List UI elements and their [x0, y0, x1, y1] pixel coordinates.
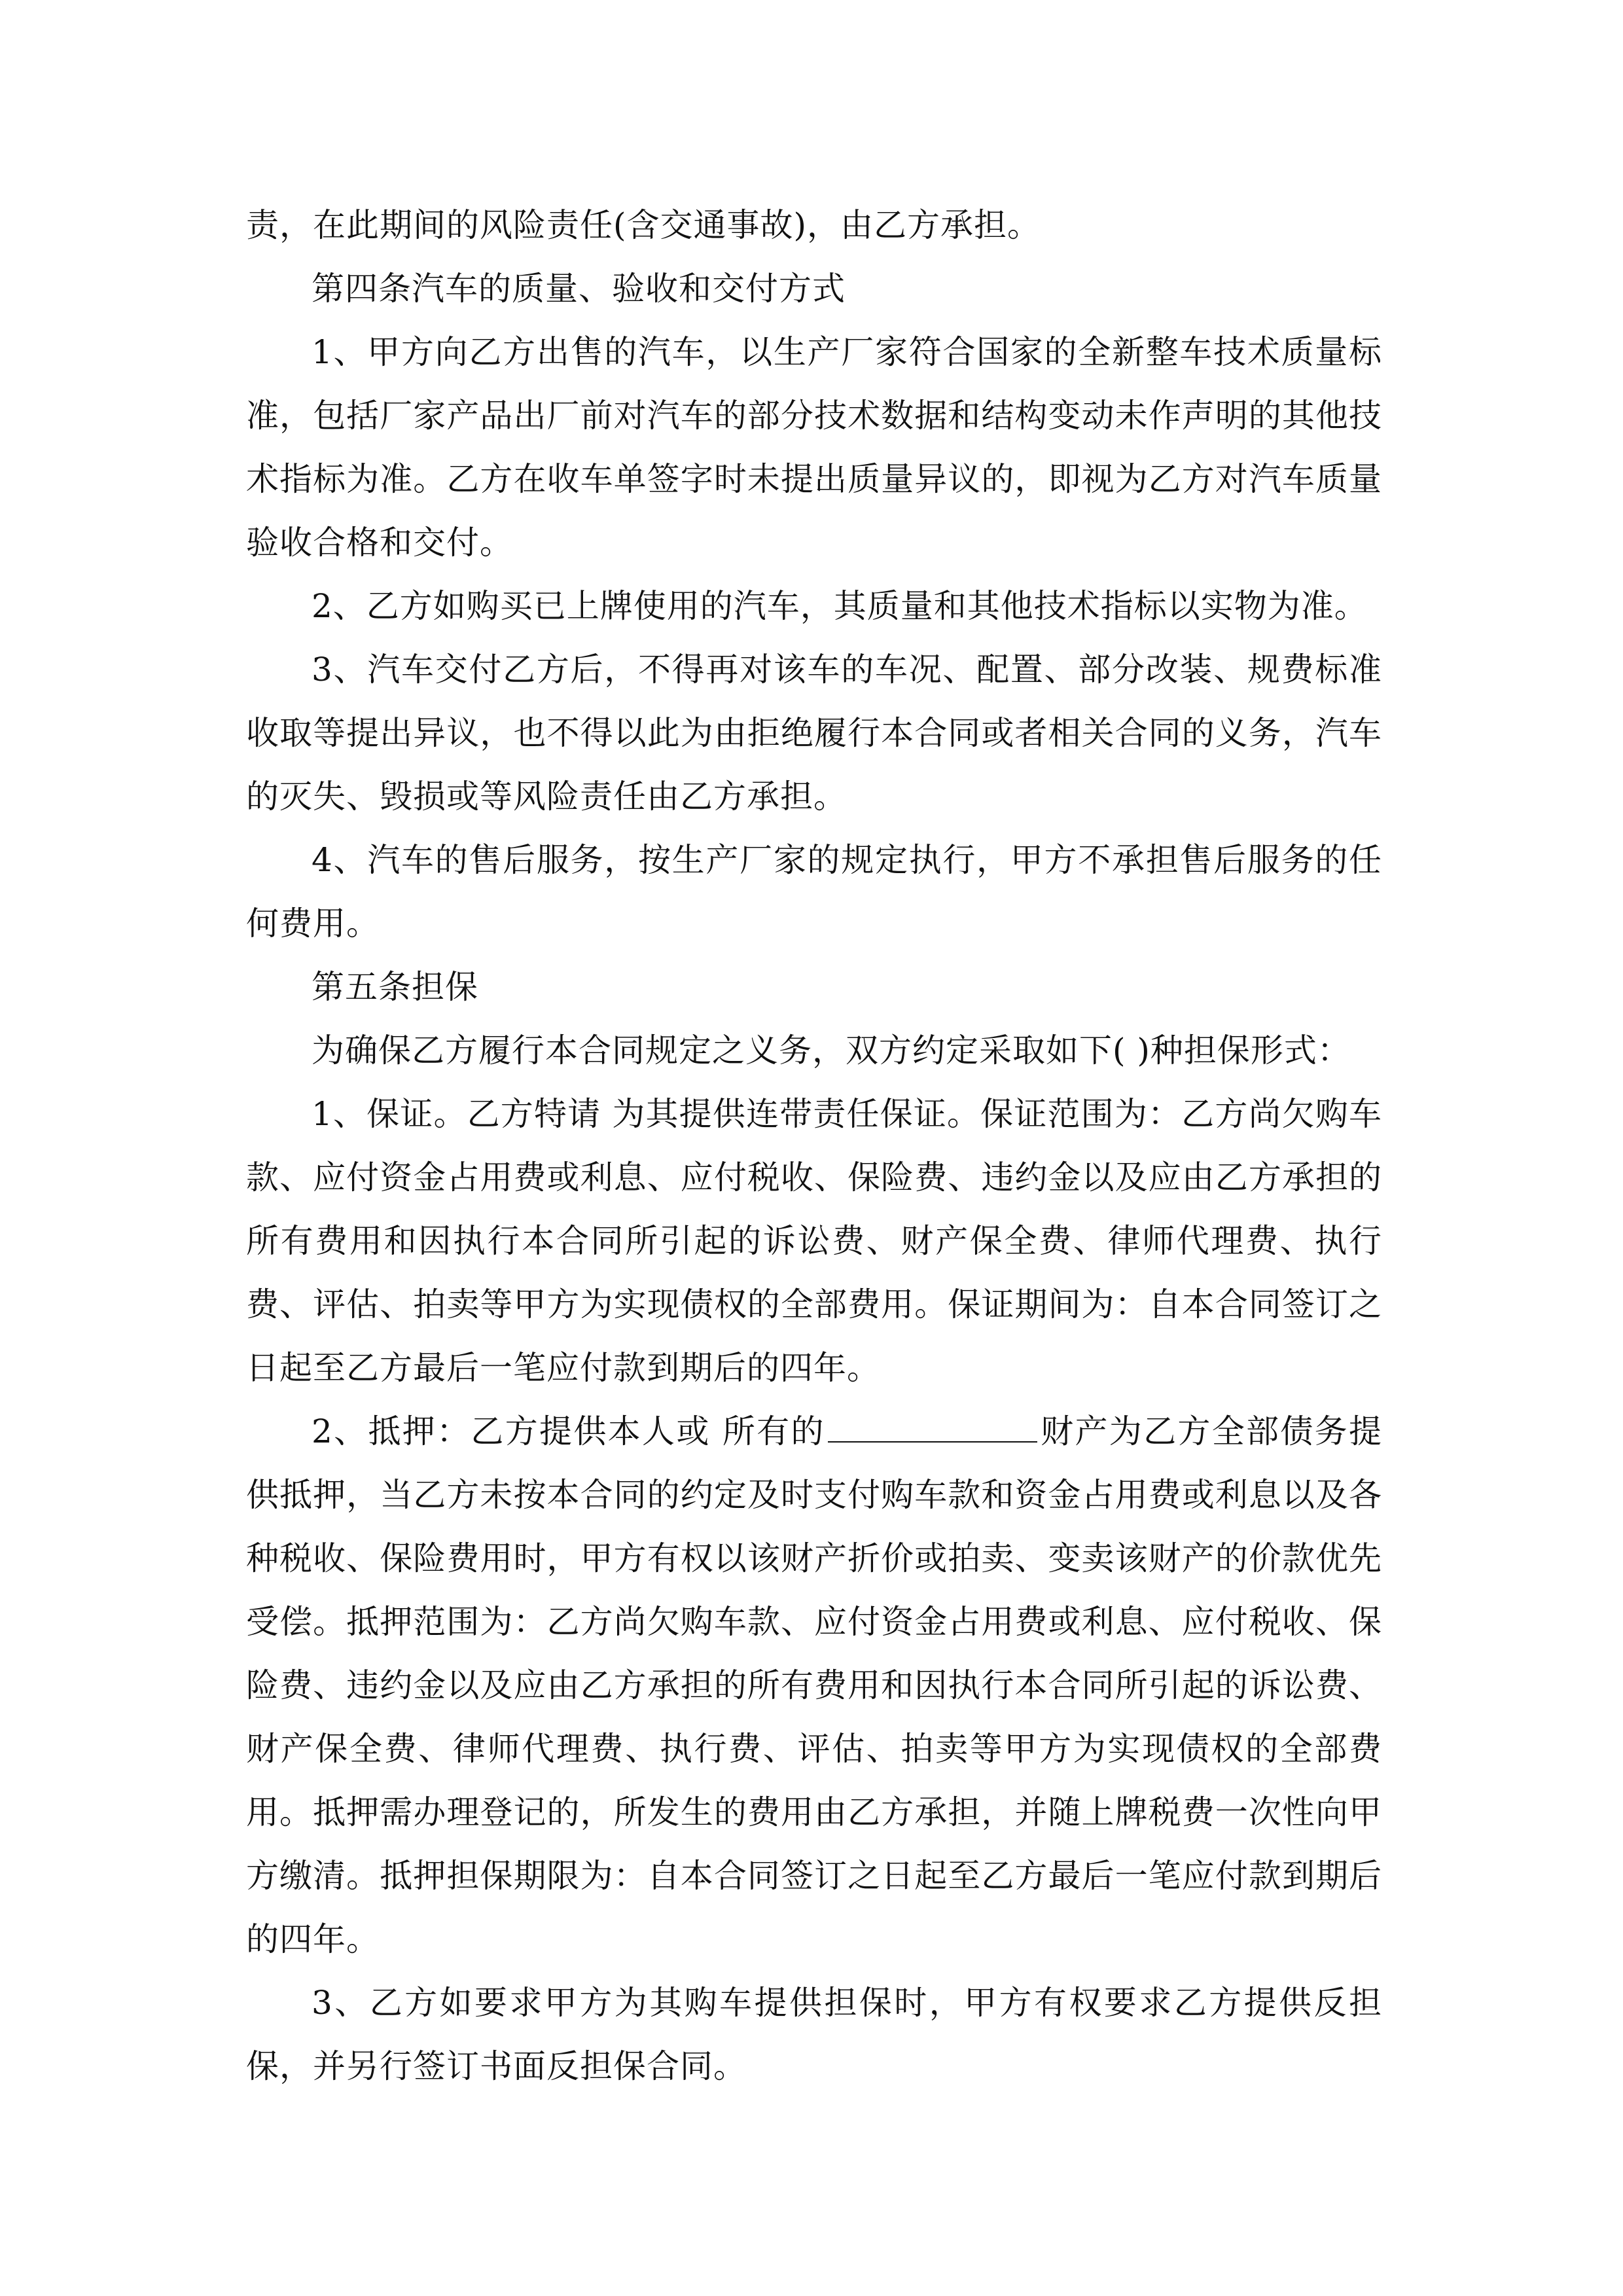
article-5-heading: 第五条担保	[312, 968, 478, 1006]
article-4-clause-1: 1、甲方向乙方出售的汽车，以生产厂家符合国家的全新整车技术质量标准，包括厂家产品出厂前对汽车的部分技术数据和结构变动未作声明的其他技术指标为准。乙方在收车单签字时未提出质量异议的，即视为乙方对汽车质量验收合格和交付。	[246, 333, 1382, 562]
article-4-clause-3: 3、汽车交付乙方后，不得再对该车的车况、配置、部分改装、规费标准收取等提出异议，也不得以此为由拒绝履行本合同或者相关合同的义务，汽车的灭失、毁损或等风险责任由乙方承担。	[246, 651, 1382, 816]
article-5-intro: 为确保乙方履行本合同规定之义务，双方约定采取如下( )种担保形式：	[312, 1031, 1351, 1069]
article-5-clause-3-counter-guarantee: 3、乙方如要求甲方为其购车提供担保时，甲方有权要求乙方提供反担保，并另行签订书面反担保合同。	[246, 1984, 1382, 2085]
article-4-clause-2: 2、乙方如购买已上牌使用的汽车，其质量和其他技术指标以实物为准。	[312, 587, 1368, 625]
article-5-clause-2-mortgage	[246, 1400, 1382, 1971]
mortgage-text-start: 2、抵押：乙方提供本人或 所有的	[312, 1412, 825, 1450]
article-5-clause-1-guarantee: 1、保证。乙方特请 为其提供连带责任保证。保证范围为：乙方尚欠购车款、应付资金占用费或利息、应付税收、保险费、违约金以及应由乙方承担的所有费用和因执行本合同所引起的诉讼费、财产保全费、律师代理费、执行费、评估、拍卖等甲方为实现债权的全部费用。保证期间为：自本合同签订之日起至乙方最后一笔应付款到期后的四年。	[246, 1095, 1382, 1387]
article-4-heading: 第四条汽车的质量、验收和交付方式	[312, 270, 846, 308]
paragraph-continuation: 责，在此期间的风险责任(含交通事故)，由乙方承担。	[246, 206, 1041, 244]
mortgage-text-rest: 财产为乙方全部债务提供抵押，当乙方未按本合同的约定及时支付购车款和资金占用费或利息以及各种税收、保险费用时，甲方有权以该财产折价或拍卖、变卖该财产的价款优先受偿。抵押范围为：乙方尚欠购车款、应付资金占用费或利息、应付税收、保险费、违约金以及应由乙方承担的所有费用和因执行本合同所引起的诉讼费、财产保全费、律师代理费、执行费、评估、拍卖等甲方为实现债权的全部费用。抵押需办理登记的，所发生的费用由乙方承担，并随上牌税费一次性向甲方缴清。抵押担保期限为：自本合同签订之日起至乙方最后一笔应付款到期后的四年。	[246, 1412, 1382, 1958]
contract-body	[246, 194, 1382, 2098]
article-4-clause-4: 4、汽车的售后服务，按生产厂家的规定执行，甲方不承担售后服务的任何费用。	[246, 841, 1382, 942]
property-blank-line	[828, 1410, 1037, 1443]
